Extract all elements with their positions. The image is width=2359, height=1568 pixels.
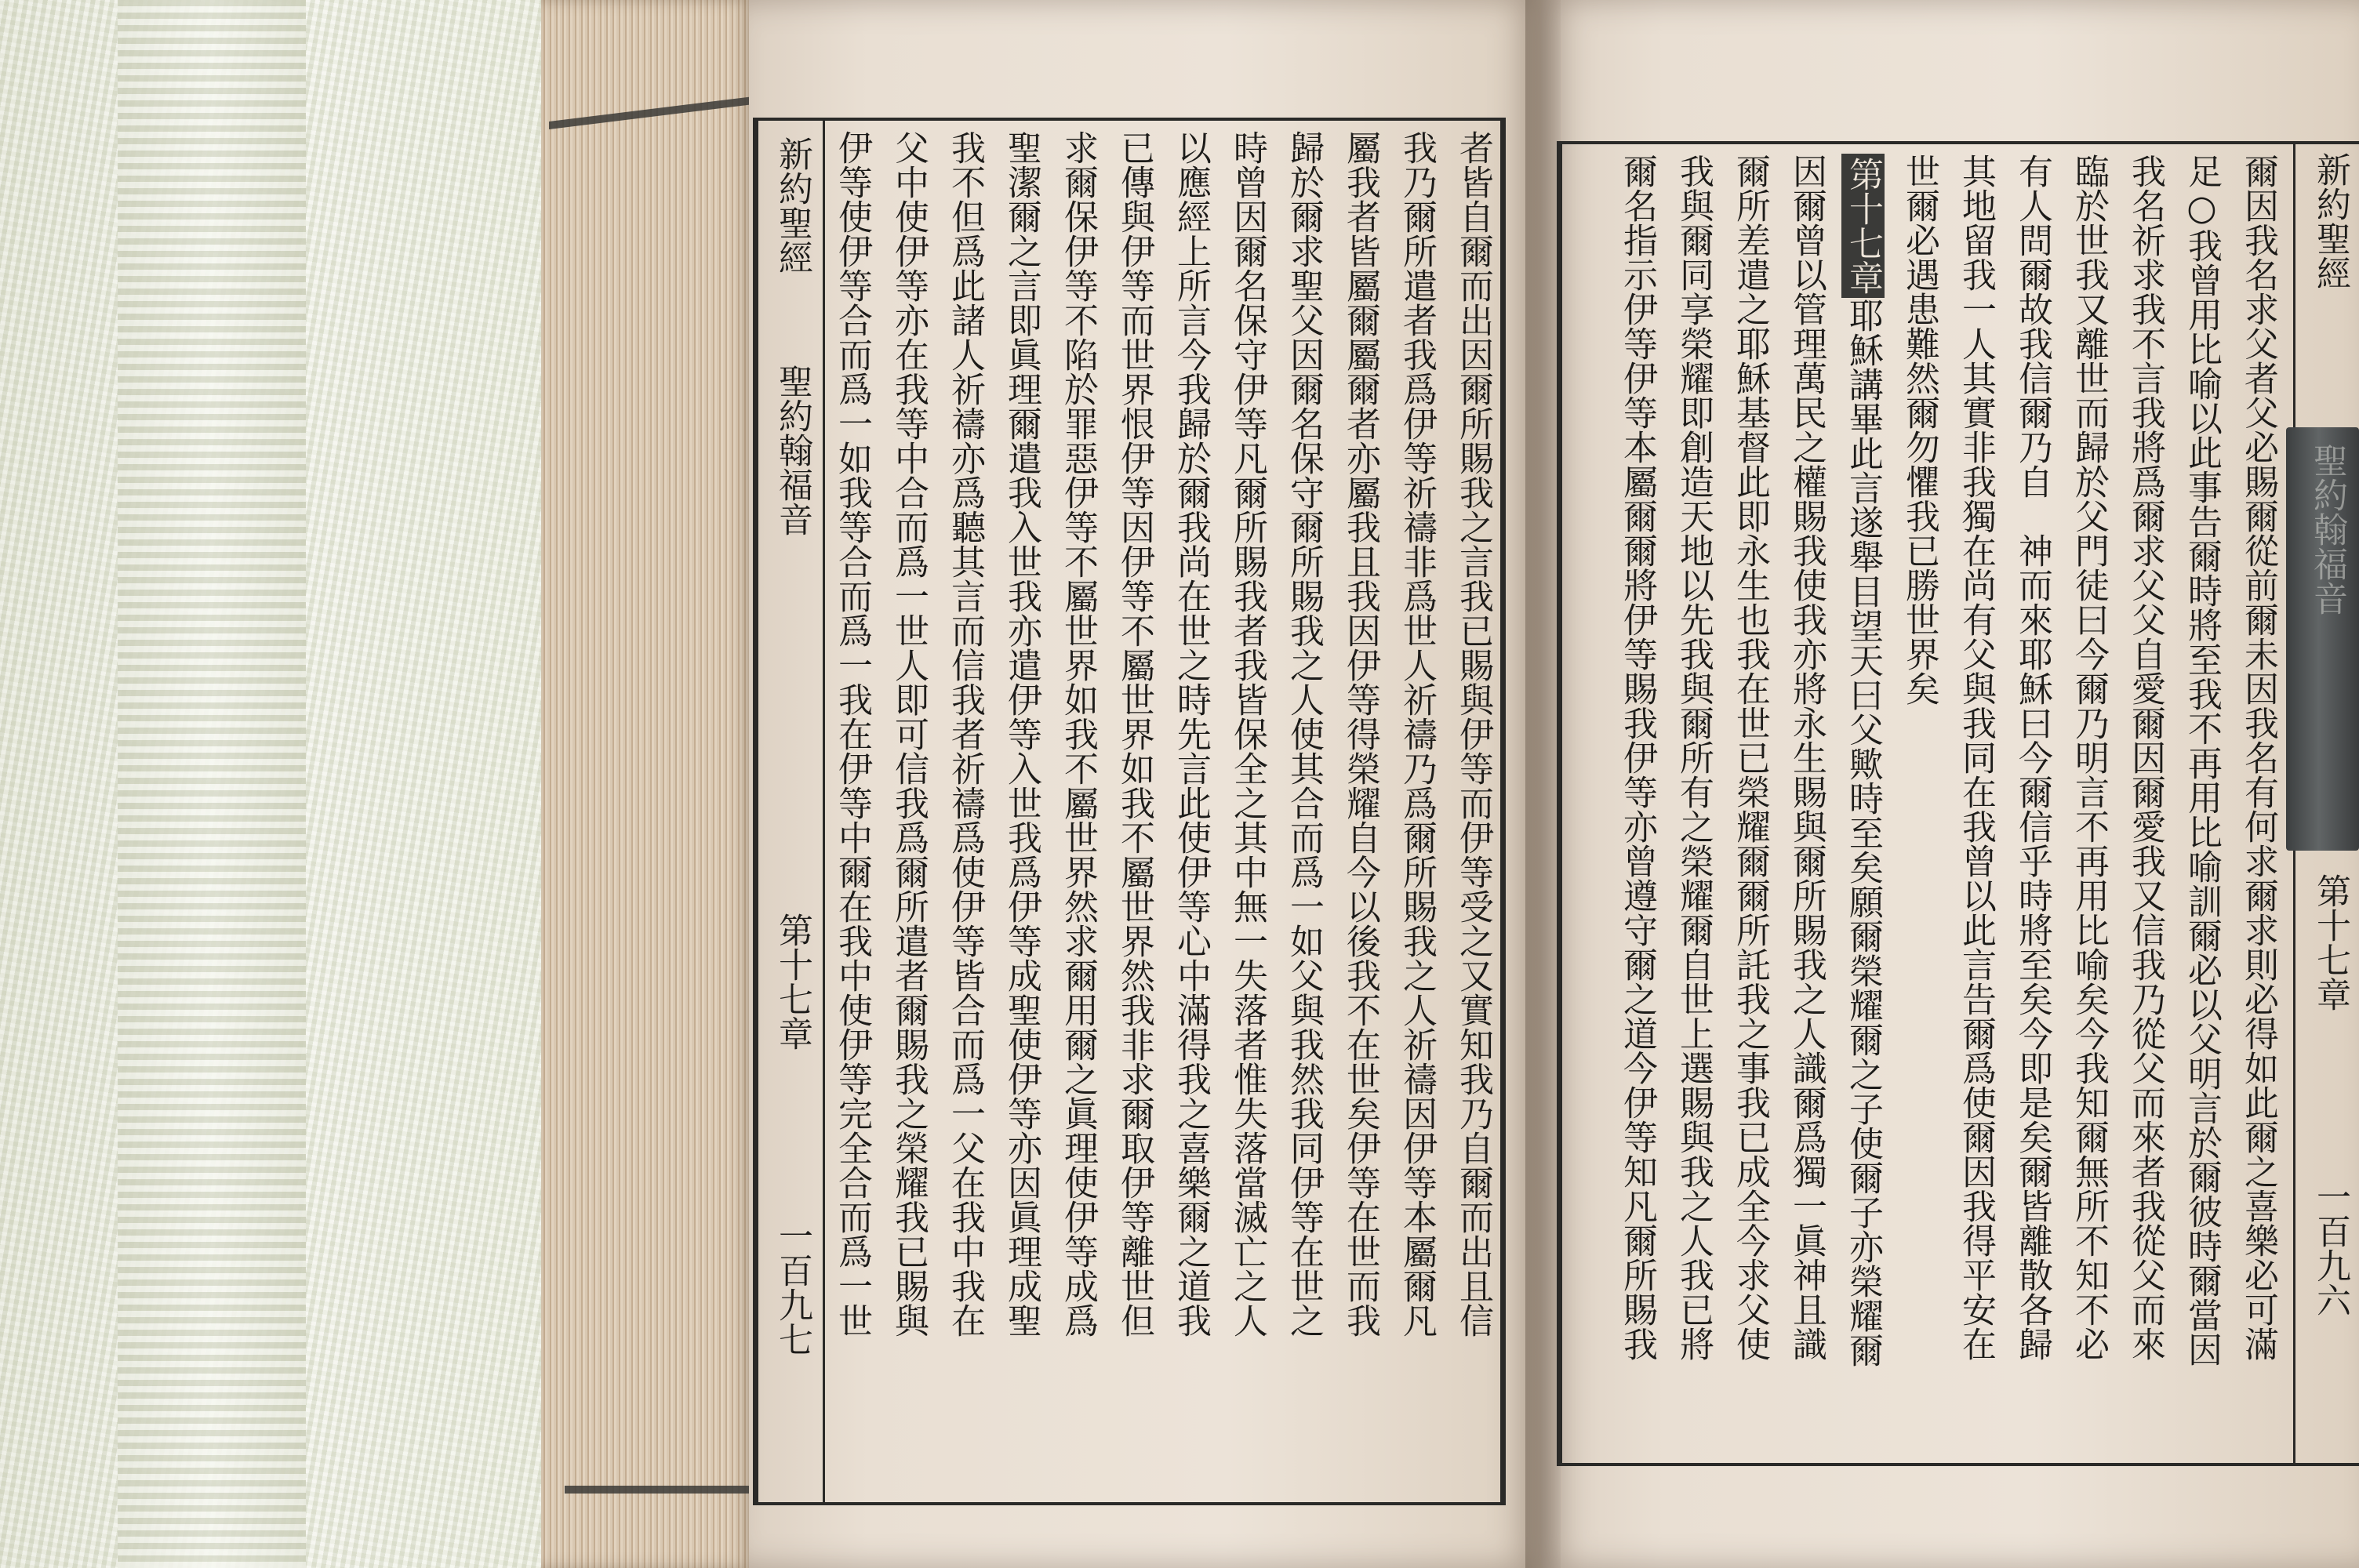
left-column-8: 求爾保伊等不陷於罪惡伊等不屬世界如我不屬世界然求爾用爾之眞理使伊等成爲	[1058, 130, 1098, 1338]
chapter-17-column-3: 爾所差遣之耶穌基督此即永生也我在世已榮耀爾爾所託我之事我已成全今求父使	[1730, 154, 1770, 1361]
right-running-head: 新約聖經	[2310, 152, 2350, 290]
left-column-5: 時曾因爾名保守伊等凡爾所賜我者我皆保全之其中無一失落者惟失落當滅亡之人	[1227, 130, 1267, 1338]
left-column-11: 父中使伊等亦在我等中合而爲一世人即可信我爲爾所遣者爾賜我之榮耀我已賜與	[889, 130, 929, 1338]
left-column-6: 以應經上所言今我歸於爾我尚在世之時先言此使伊等心中滿得我之喜樂爾之道我	[1171, 130, 1211, 1338]
towel-background	[0, 0, 612, 1568]
book-gutter	[1525, 0, 1561, 1568]
right-column-1: 爾因我名求父者父必賜爾從前爾未因我名有何求爾求則必得如此爾之喜樂必可滿	[2238, 154, 2278, 1361]
left-column-9: 聖潔爾之言即眞理爾遣我入世我亦遣伊等入世我爲伊等成聖使伊等亦因眞理成聖	[1001, 130, 1041, 1338]
right-column-4: 臨於世我又離世而歸於父門徒曰今爾乃明言不再用比喻矣今我知爾無所不知不必	[2069, 154, 2109, 1361]
right-column-7: 世爾必遇患難然爾勿懼我已勝世界矣	[1899, 154, 1939, 706]
pen-cap-covered-text: 聖約翰福音	[2307, 443, 2347, 615]
towel-woven-band	[118, 0, 306, 1568]
chapter-17-column-1: 耶穌講畢此言遂舉目望天曰父歟時至矣願爾榮耀爾之子使爾子亦榮耀爾	[1843, 298, 1883, 1367]
left-book-title: 聖約翰福音	[772, 364, 812, 536]
right-column-5: 有人問爾故我信爾乃自 神而來耶穌曰今爾信乎時將至矣今即是矣爾皆離散各歸	[2012, 154, 2052, 1361]
page-edge-mark	[565, 1486, 753, 1494]
left-column-4: 歸於爾求聖父因爾名保守爾所賜我之人使其合而爲一如父與我然我同伊等在世之	[1284, 130, 1324, 1338]
chapter-heading-column	[1843, 154, 1883, 1367]
right-page-number: 一百九六	[2310, 1179, 2350, 1317]
left-column-10: 我不但爲此諸人祈禱亦爲聽其言而信我者祈禱爲使伊等皆合而爲一父在我中我在	[945, 130, 985, 1338]
left-column-3: 屬我者皆屬爾屬爾者亦屬我且我因伊等得榮耀自今以後我不在世矣伊等在世而我	[1340, 130, 1380, 1338]
chapter-heading: 第十七章	[1841, 154, 1885, 298]
pen-cap-object	[2286, 427, 2359, 851]
left-page-number: 一百九七	[772, 1218, 812, 1356]
chapter-17-column-4: 我與爾同享榮耀即創造天地以先我與爾所有之榮耀爾自世上選賜與我之人我已將	[1674, 154, 1714, 1361]
right-text-frame	[1557, 141, 2359, 1466]
left-running-head: 新約聖經	[772, 136, 812, 274]
left-chapter-label: 第十七章	[772, 913, 812, 1051]
right-column-6: 其地留我一人其實非我獨在尚有父與我同在我曾以此言告爾爲使爾因我得平安在	[1956, 154, 1996, 1361]
chapter-17-column-5: 爾名指示伊等伊等本屬爾爾將伊等賜我伊等亦曾遵守爾之道今伊等知凡爾所賜我	[1617, 154, 1657, 1361]
left-text-frame	[753, 118, 1506, 1505]
right-column-3: 我名祈求我不言我將爲爾求父父自愛爾因爾愛我又信我乃從父而來者我從父而來	[2125, 154, 2165, 1361]
right-column-2: 足○我曾用比喻以此事告爾時將至我不再用比喻訓爾必以父明言於爾彼時爾當因	[2182, 154, 2222, 1367]
left-column-12: 伊等使伊等合而爲一如我等合而爲一我在伊等中爾在我中使伊等完全合而爲一世	[832, 130, 872, 1338]
left-column-7: 已傳與伊等而世界恨伊等因伊等不屬世界如我不屬世界然我非求爾取伊等離世但	[1114, 130, 1154, 1338]
chapter-17-column-2: 因爾曾以管理萬民之權賜我使我亦將永生賜與爾所賜我之人識爾爲獨一眞神且識	[1787, 154, 1826, 1361]
book-page-edges	[541, 0, 753, 1568]
right-chapter-label: 第十七章	[2310, 873, 2350, 1011]
left-column-2: 我乃爾所遣者我爲伊等祈禱非爲世人祈禱乃爲爾所賜我之人祈禱因伊等本屬爾凡	[1397, 130, 1437, 1338]
left-column-1: 者皆自爾而出因爾所賜我之言我已賜與伊等而伊等受之又實知我乃自爾而出且信	[1453, 130, 1493, 1338]
